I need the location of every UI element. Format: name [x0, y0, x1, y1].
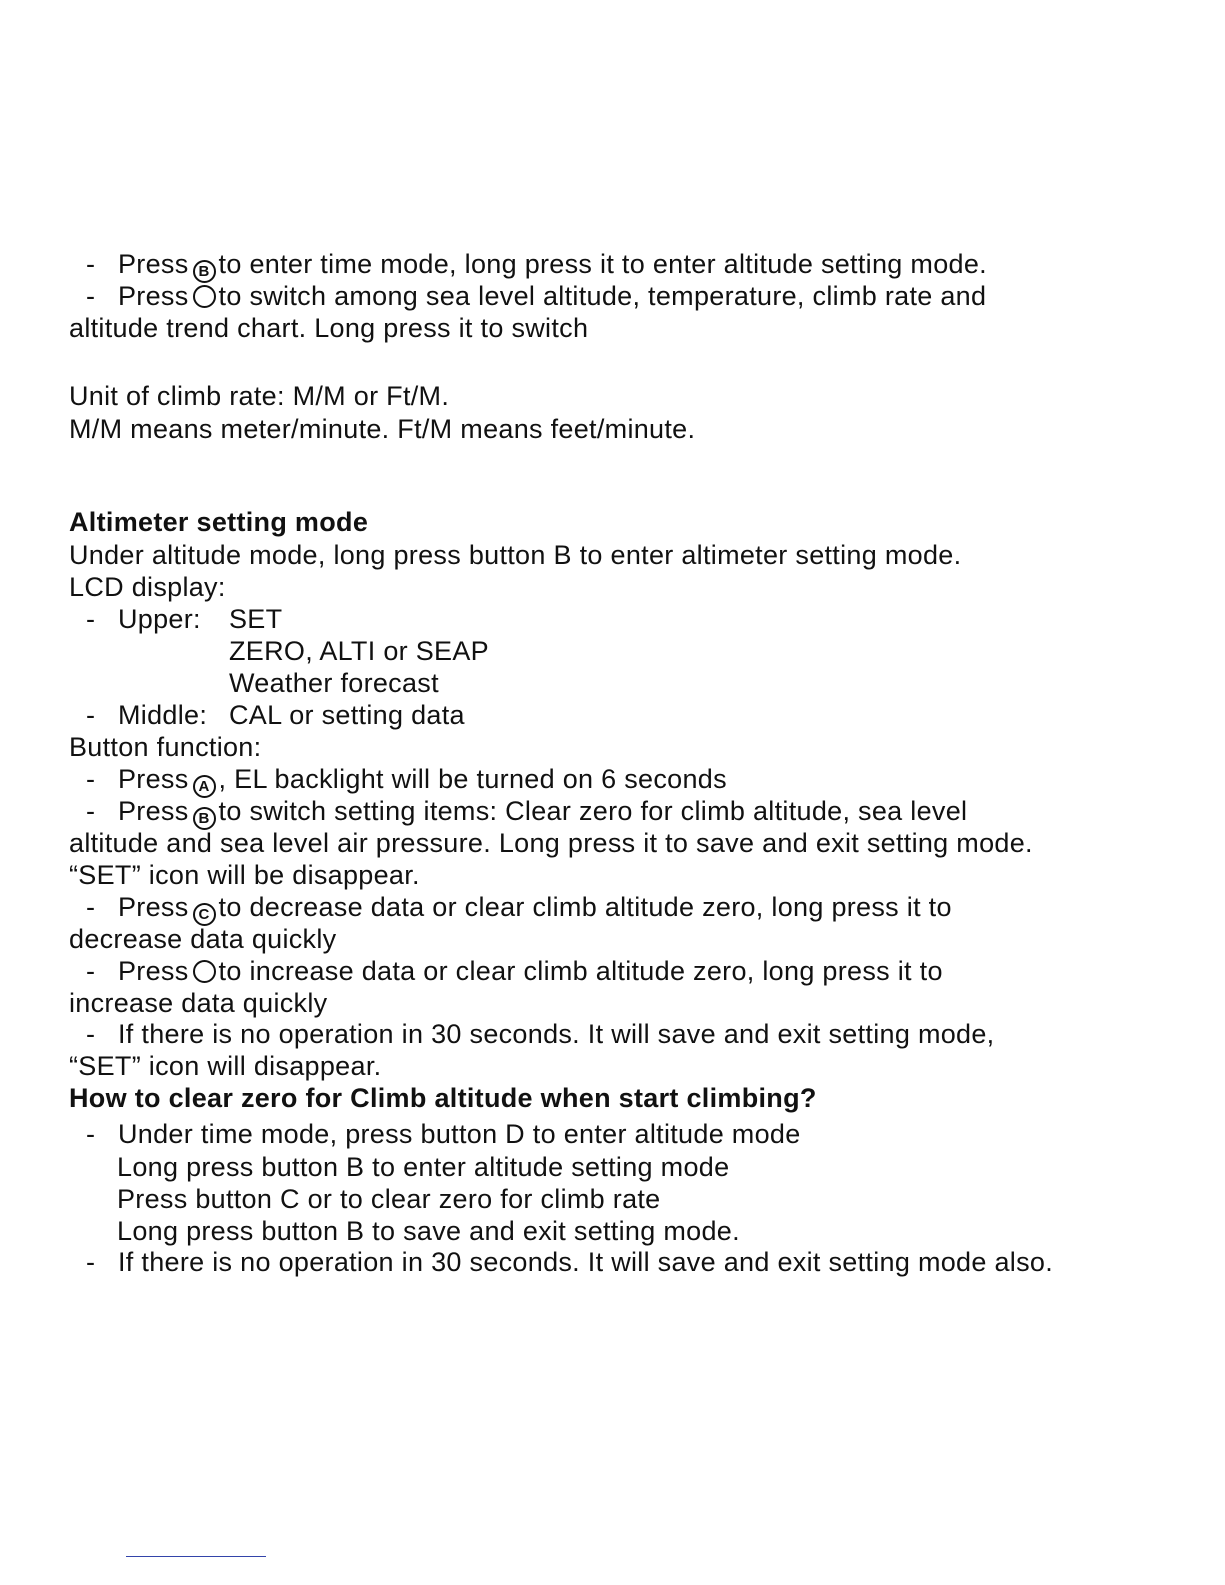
button-c-continuation: decrease data quickly	[69, 924, 337, 954]
section-heading-altimeter-setting: Altimeter setting mode	[69, 507, 369, 537]
button-d-continuation: increase data quickly	[69, 988, 328, 1018]
upper-item: SET	[229, 604, 283, 634]
bullet-dash: -	[86, 700, 96, 730]
upper-label: Upper:	[118, 604, 201, 634]
climb-rate-unit-meaning: M/M means meter/minute. Ft/M means feet/minute.	[69, 414, 696, 444]
button-b-continuation: “SET” icon will be disappear.	[69, 860, 420, 890]
bullet-dash: -	[86, 956, 96, 986]
bullet-dash: -	[86, 1019, 96, 1049]
climb-rate-unit: Unit of climb rate: M/M or Ft/M.	[69, 381, 450, 411]
button-b-line: - Press B to switch setting items: Clear zero for climb altitude, sea level	[86, 795, 967, 830]
middle-label: Middle:	[118, 700, 208, 730]
intro-line-continuation: altitude trend chart. Long press it to switch	[69, 313, 589, 343]
bullet-dash: -	[86, 249, 96, 279]
lcd-upper-row	[86, 603, 201, 635]
clear-step: - Under time mode, press button D to enter altitude mode	[86, 1119, 801, 1149]
button-d-icon	[193, 960, 216, 983]
lcd-middle-row	[86, 699, 207, 731]
bullet-dash: -	[86, 764, 96, 794]
clear-timeout: - If there is no operation in 30 seconds. It will save and exit setting mode also.	[86, 1247, 1054, 1277]
clear-step: Long press button B to save and exit setting mode.	[117, 1216, 740, 1246]
bullet-dash: -	[86, 892, 96, 922]
upper-item: Weather forecast	[229, 668, 439, 698]
clear-step: Long press button B to enter altitude setting mode	[117, 1152, 730, 1182]
middle-value: CAL or setting data	[229, 700, 465, 730]
button-b-icon: B	[193, 260, 216, 283]
bullet-dash: -	[86, 796, 96, 826]
upper-item: ZERO, ALTI or SEAP	[229, 636, 489, 666]
timeout-line: - If there is no operation in 30 seconds. It will save and exit setting mode,	[86, 1019, 995, 1049]
clear-step: Press button C or to clear zero for climb rate	[117, 1184, 661, 1214]
intro-line-press-b: - Press B to enter time mode, long press it to enter altitude setting mode.	[86, 248, 987, 283]
bullet-dash: -	[86, 1119, 96, 1149]
button-function-label: Button function:	[69, 732, 262, 762]
bullet-dash: -	[86, 281, 96, 311]
button-a-line: - Press A , EL backlight will be turned on 6 seconds	[86, 763, 727, 798]
bullet-dash: -	[86, 604, 96, 634]
button-d-line: - Press to increase data or clear climb altitude zero, long press it to	[86, 956, 943, 986]
button-d-icon	[193, 285, 216, 308]
button-c-icon: C	[193, 903, 216, 926]
intro-line-press-d: - Press to switch among sea level altitude, temperature, climb rate and	[86, 281, 987, 311]
button-b-continuation: altitude and sea level air pressure. Long press it to save and exit setting mode.	[69, 828, 1033, 858]
button-a-icon: A	[193, 775, 216, 798]
bullet-dash: -	[86, 1247, 96, 1277]
button-c-line: - Press C to decrease data or clear climb altitude zero, long press it to	[86, 891, 952, 926]
lcd-display-label: LCD display:	[69, 572, 226, 602]
button-b-icon: B	[193, 807, 216, 830]
setting-intro: Under altitude mode, long press button B to enter altimeter setting mode.	[69, 540, 962, 570]
footer-rule	[126, 1556, 266, 1557]
section-heading-clear-zero: How to clear zero for Climb altitude when start climbing?	[69, 1083, 817, 1113]
timeout-continuation: “SET” icon will disappear.	[69, 1051, 382, 1081]
